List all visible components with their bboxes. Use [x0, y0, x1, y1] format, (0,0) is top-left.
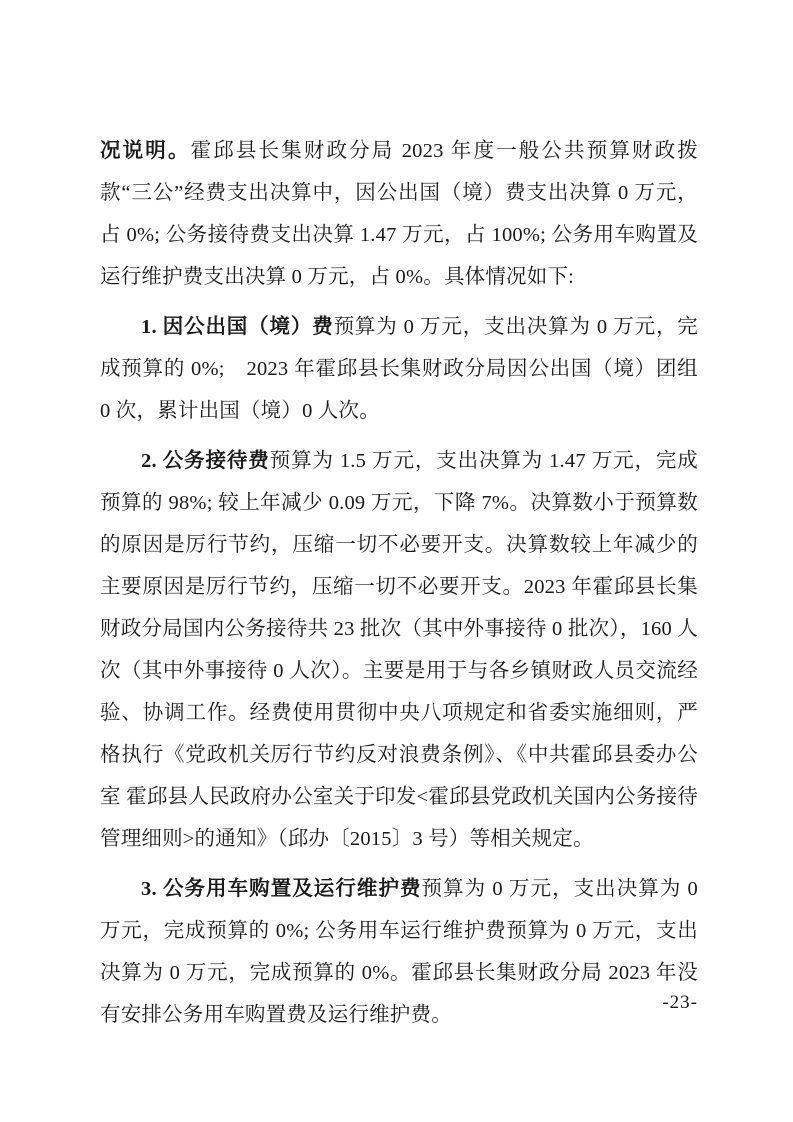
paragraph-lead-label: 2. 公务接待费 — [141, 450, 270, 472]
paragraph-text: 预算为 0 万元，支出决算为 0 万元，完成预算的 0%; 2023 年霍邱县长集财政分局因公出国（境）团组 0 次，累计出国（境）0 人次。 — [100, 316, 699, 422]
paragraph-text: 霍邱县长集财政分局 2023 年度一般公共预算财政拨款“三公”经费支出决算中，因公出国（境）费支出决算 0 万元，占 0%; 公务接待费支出决算 1.47 万元，占 100%; 公务用车购置及运行维护费支出决算 0 万元，占 0%。具体情况如下: — [100, 140, 698, 288]
paragraph-overseas-travel — [100, 306, 698, 432]
paragraph-text: 预算为 0 万元，支出决算为 0 万元，完成预算的 0%; 公务用车运行维护费预算为 0 万元，支出决算为 0 万元，完成预算的 0%。霍邱县长集财政分局 2023 年没有安排公务用车购置费及运行维护费。 — [100, 878, 699, 1026]
paragraph-lead-label: 1. 因公出国（境）费 — [141, 316, 334, 338]
paragraph-text: 预算为 1.5 万元，支出决算为 1.47 万元，完成预算的 98%; 较上年减少 0.09 万元，下降 7%。决算数小于预算数的原因是厉行节约，压缩一切不必要开支。决算数较上年减少的主要原因是厉行节约，压缩一切不必要开支。2023 年霍邱县长集财政分局国内公务接待共 23 批次（其中外事接待 0 批次），160 人次（其中外事接待 0 人次）。主要是用于与各乡镇财政人员交流经验、协调工作。经费使用贯彻中央八项规定和省委实施细则，严格执行《党政机关厉行节约反对浪费条例》、《中共霍邱县委办公室 霍邱县人民政府办公室关于印发<霍邱县党政机关国内公务接待管理细则>的通知》（邱办〔2015〕3 号）等相关规定。 — [100, 450, 698, 850]
paragraph-overview — [100, 130, 698, 298]
document-body — [100, 130, 698, 1036]
paragraph-official-reception — [100, 440, 698, 860]
page-number: -23- — [662, 992, 698, 1013]
paragraph-official-vehicles — [100, 868, 698, 1036]
paragraph-lead-label: 况说明。 — [100, 140, 191, 162]
paragraph-lead-label: 3. 公务用车购置及运行维护费 — [141, 878, 422, 900]
